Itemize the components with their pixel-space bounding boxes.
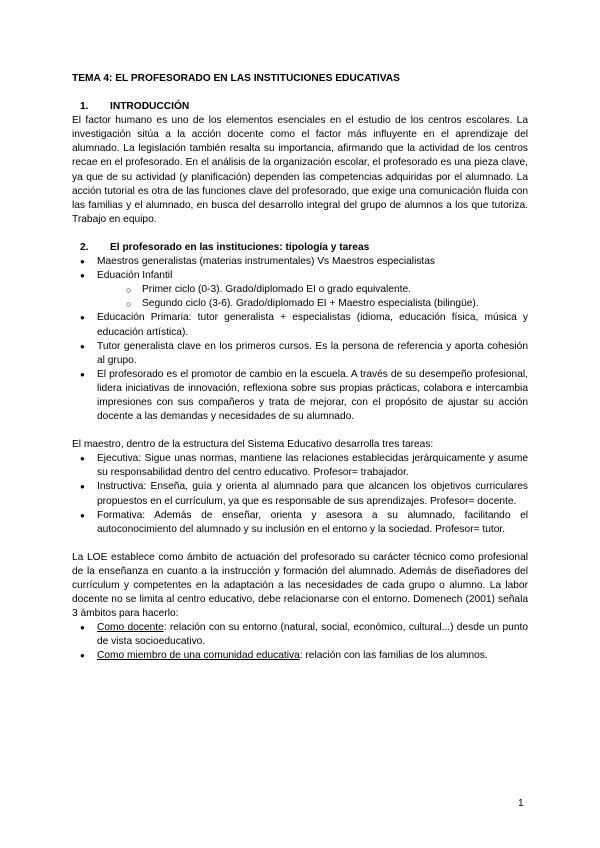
list-item <box>72 621 528 649</box>
list-item: ● Educación Primaria: tutor generalista + especialistas (idioma, educación física, música y educación artística). <box>72 311 528 339</box>
loe-paragraph: La LOE establece como ámbito de actuación del profesorado su carácter técnico como profesional de la enseñanza en cuanto a la instrucción y formación del alumnado. Además de diseñadores del currículum y competentes en la adaptación a las necesidades de cada grupo o alumno. La labor docente no se limita al centro educativo, debe relacionarse con el entorno. Domenech (2001) señala 3 ámbitos para hacerlo: <box>72 551 528 620</box>
list-item: ● Maestros generalistas (materias instrumentales) Vs Maestros especialistas <box>72 255 528 269</box>
list-item <box>72 649 528 663</box>
document-title: TEMA 4: EL PROFESORADO EN LAS INSTITUCIONES EDUCATIVAS <box>72 73 400 84</box>
list-item: ● Instructiva: Enseña, guía y orienta al alumnado para que alcancen los objetivos curriculares propuestos en el currículum, ya que es responsable de sus aprendizajes. Profesor= docente. <box>72 480 528 508</box>
intro-paragraph: El factor humano es uno de los elementos esenciales en el estudio de los centros escolares. La investigación sitúa a la acción docente como el factor más influyente en el aprendizaje del alumnado. La legislación también resalta su importancia, afirmando que la actividad de los centros recae en el profesorado. En el análisis de la organización escolar, el profesorado es una pieza clave, ya que de su actividad (y planificación) dependen las competencias adquiridas por el alumnado. La acción tutorial es otra de las funciones clave del profesorado, que exige una comunicación fluida con las familias y el alumnado, en busca del desarrollo integral del grupo de alumnos a los que tutoriza. Trabajo en equipo. <box>72 115 528 225</box>
sub-list-item: ○ Primer ciclo (0-3). Grado/diplomado EI o grado equivalente. <box>72 283 528 297</box>
item-text: : relación con las familias de los alumnos. <box>299 650 488 662</box>
loe-list <box>72 621 528 663</box>
list-item: ● Eduación Infantil <box>72 269 528 283</box>
page-number: 1 <box>518 798 524 809</box>
list-item: ● El profesorado es el promotor de cambio en la escuela. A través de su desempeño profesional, lidera iniciativas de innovación, reflexiona sobre sus propias prácticas, colabora e intercambia impresiones con sus compañeros y trata de mejorar, con el propósito de ajustar su acción docente a las demandas y necesidades de su alumnado. <box>72 368 528 424</box>
section-1-title: INTRODUCCIÓN <box>110 101 190 113</box>
section-1-heading <box>72 100 528 114</box>
list-item: ● Ejecutiva: Sigue unas normas, mantiene las relaciones establecidas jerárquicamente y asume su responsabilidad dentro del centro educativo. Profesor= trabajador. <box>72 452 528 480</box>
section-2-list <box>72 255 528 424</box>
section-1-number: 1. <box>80 101 89 113</box>
section-2-title: El profesorado en las instituciones: tipología y tareas <box>110 241 370 253</box>
item-label: Como miembro de una comunidad educativa <box>97 650 300 662</box>
tasks-intro: El maestro, dentro de la estructura del Sistema Educativo desarrolla tres tareas: <box>72 439 434 451</box>
item-text: : relación con su entorno (natural, social, económico, cultural...) desde un punto de vista socioeducativo. <box>97 622 528 648</box>
tasks-list <box>72 452 528 537</box>
section-2-number: 2. <box>80 241 89 253</box>
document-body <box>72 72 528 664</box>
sub-list-item: ○ Segundo ciclo (3-6). Grado/diplomado EI + Maestro especialista (bilingüe). <box>72 297 528 311</box>
list-item: ● Tutor generalista clave en los primeros cursos. Es la persona de referencia y aporta cohesión al grupo. <box>72 340 528 368</box>
list-item: ● Formativa: Además de enseñar, orienta y asesora a su alumnado, facilitando el autoconocimiento del alumnado y su inclusión en el entorno y la sociedad. Profesor= tutor. <box>72 509 528 537</box>
section-2-heading <box>72 241 528 255</box>
item-label: Como docente <box>97 622 164 634</box>
